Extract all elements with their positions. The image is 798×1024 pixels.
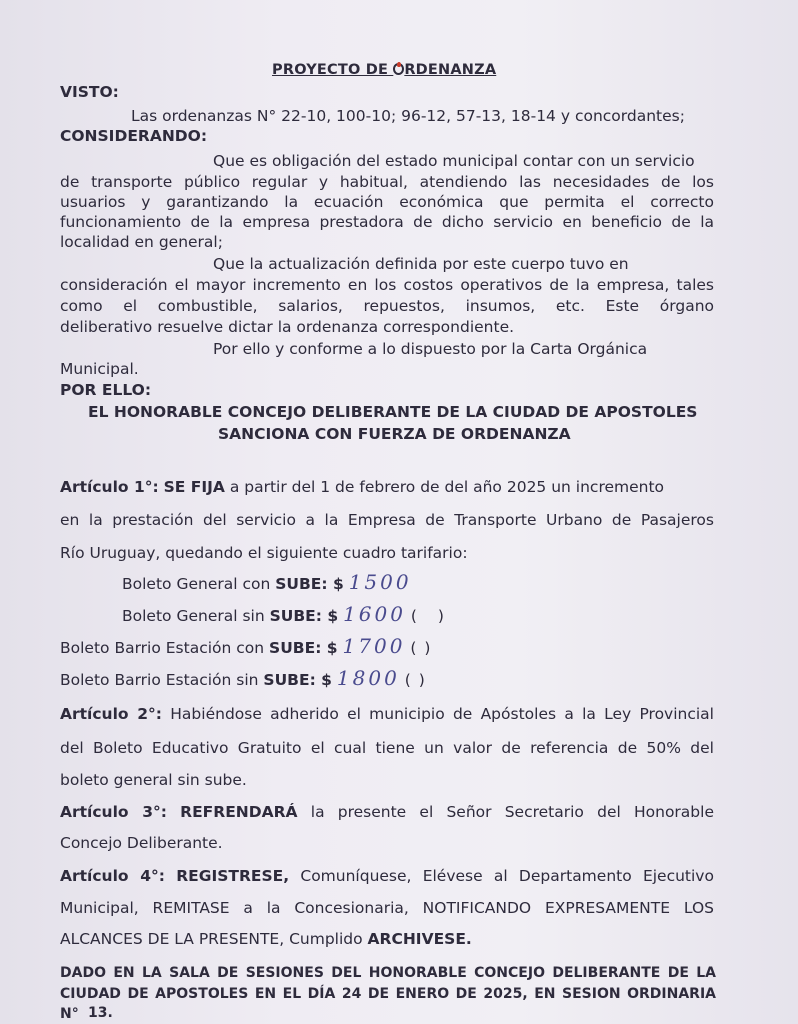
tarifa-currency: : $ — [309, 671, 332, 689]
tarifa-label: Boleto Barrio Estación sin — [60, 671, 264, 689]
article-2-line — [60, 704, 714, 724]
article-4-line — [60, 866, 714, 886]
article-3-keyword: REFRENDARÁ — [180, 803, 298, 821]
title-suffix: RDENANZA — [404, 62, 497, 78]
visto-text: Las ordenanzas N° 22-10, 100-10; 96-12, 57-13, 18-14 y concordantes; — [131, 107, 685, 125]
document-title — [272, 60, 496, 80]
article-1-line: en la prestación del servicio a la Empresa de Transporte Urbano de Pasajeros — [60, 511, 714, 529]
tarifa-sube: SUBE — [275, 575, 322, 593]
tarifa-parentheses: ( ) — [410, 607, 452, 625]
dado-line: 13. — [88, 1005, 113, 1021]
sanciona-line-2: SANCIONA CON FUERZA DE ORDENANZA — [218, 425, 571, 443]
por-ello-text: Por ello y conforme a lo dispuesto por la Carta Orgánica — [213, 340, 648, 358]
tarifa-currency: : $ — [321, 575, 344, 593]
considerando2-line: consideración el mayor incremento en los costos operativos de la empresa, tales — [60, 276, 714, 294]
article-3-label: Artículo 3°: — [60, 803, 167, 821]
article-2-text: Habiéndose adherido el municipio de Apóstoles a la Ley Provincial — [170, 705, 714, 723]
article-4-label: Artículo 4°: — [60, 867, 165, 885]
tarifa-handwritten-value: 1800 — [336, 666, 400, 690]
considerando2-line: deliberativo resuelve dictar la ordenanza correspondiente. — [60, 318, 515, 336]
tarifa-label: Boleto General con — [122, 575, 276, 593]
tarifa-handwritten-value: 1700 — [342, 634, 406, 658]
tarifa-label: Boleto General sin — [122, 607, 270, 625]
ink-blot-o — [393, 63, 404, 75]
tarifa-sube: SUBE — [269, 639, 316, 657]
considerando1-line: localidad en general; — [60, 233, 223, 251]
considerando1-line: Que es obligación del estado municipal contar con un servicio — [213, 152, 695, 170]
tarifa-currency: : $ — [315, 639, 338, 657]
article-1-keyword: SE FIJA — [163, 478, 225, 496]
article-1-line: Río Uruguay, quedando el siguiente cuadro tarifario: — [60, 544, 468, 562]
article-1-line — [60, 477, 664, 497]
article-1-label: Artículo 1°: — [60, 478, 159, 496]
article-1-text: a partir del 1 de febrero de del año 2025 un incremento — [229, 478, 665, 496]
tarifa-handwritten-value: 1500 — [348, 570, 412, 594]
article-2-line: del Boleto Educativo Gratuito el cual tiene un valor de referencia de 50% del — [60, 739, 714, 757]
tarifa-row — [122, 572, 412, 594]
visto-heading: VISTO: — [60, 83, 119, 101]
article-4-line — [60, 929, 472, 949]
considerando-heading: CONSIDERANDO: — [60, 127, 208, 145]
considerando1-line: usuarios y garantizando la ecuación económica que permita el correcto — [60, 193, 714, 211]
tarifa-label: Boleto Barrio Estación con — [60, 639, 270, 657]
tarifa-sube: SUBE — [263, 671, 310, 689]
article-3-line — [60, 802, 714, 822]
sanciona-line-1: EL HONORABLE CONCEJO DELIBERANTE DE LA CIUDAD DE APOSTOLES — [88, 403, 698, 421]
article-4-text: ALCANCES DE LA PRESENTE, Cumplido — [60, 930, 368, 948]
por-ello-heading: POR ELLO: — [60, 381, 152, 399]
tarifa-parentheses: () — [404, 671, 433, 689]
title-prefix: PROYECTO DE — [272, 62, 394, 78]
tarifa-sube: SUBE — [269, 607, 316, 625]
article-3-line: Concejo Deliberante. — [60, 834, 223, 852]
article-4-line: Municipal, REMITASE a la Concesionaria, NOTIFICANDO EXPRESAMENTE LOS — [60, 899, 714, 917]
considerando1-line: funcionamiento de la empresa prestadora de dicho servicio en beneficio de la — [60, 213, 714, 231]
article-2-line: boleto general sin sube. — [60, 771, 247, 789]
dado-line: CIUDAD DE APOSTOLES EN EL DÍA 24 DE ENERO DE 2025, EN SESION ORDINARIA N° — [60, 986, 716, 1022]
tarifa-parentheses: () — [410, 639, 439, 657]
tarifa-row — [122, 604, 452, 626]
tarifa-currency: : $ — [315, 607, 339, 625]
tarifa-row — [60, 668, 433, 690]
considerando1-line: de transporte público regular y habitual, atendiendo las necesidades de los — [60, 173, 714, 191]
considerando2-line: Que la actualización definida por este cuerpo tuvo en — [213, 255, 629, 273]
article-3-text: la presente el Señor Secretario del Honorable — [310, 803, 714, 821]
dado-line: DADO EN LA SALA DE SESIONES DEL HONORABLE CONCEJO DELIBERANTE DE LA — [60, 965, 716, 981]
considerando2-line: como el combustible, salarios, repuestos, insumos, etc. Este órgano — [60, 297, 714, 315]
article-4-text: Comuníquese, Elévese al Departamento Ejecutivo — [300, 867, 714, 885]
tarifa-row — [60, 636, 438, 658]
tarifa-handwritten-value: 1600 — [343, 602, 406, 626]
por-ello-text: Municipal. — [60, 360, 139, 378]
article-2-label: Artículo 2°: — [60, 705, 163, 723]
article-4-keyword: REGISTRESE, — [176, 867, 290, 885]
article-4-keyword: ARCHIVESE. — [367, 930, 472, 948]
